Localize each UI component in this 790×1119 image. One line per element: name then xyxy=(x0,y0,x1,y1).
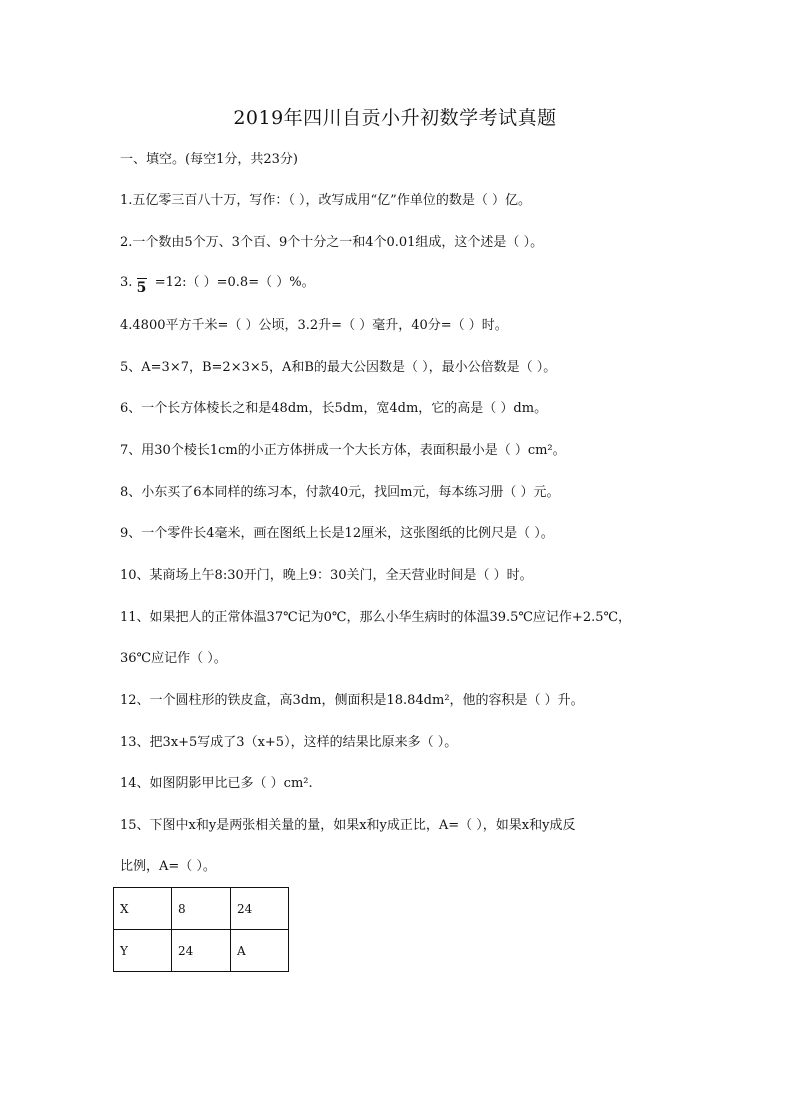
question-1: 1.五亿零三百八十万，写作：（ ），改写成用“亿”作单位的数是（ ）亿。 xyxy=(120,193,531,208)
question-10: 10、某商场上午8:30开门，晚上9：30关门，全天营业时间是（ ）时。 xyxy=(120,568,533,583)
question-7: 7、用30个棱长1cm的小正方体拼成一个大长方体，表面积最小是（ ）cm²。 xyxy=(120,443,566,458)
table-cell: 24 xyxy=(231,888,289,930)
question-3-number: 3. xyxy=(120,275,133,290)
question-8: 8、小东买了6本同样的练习本，付款40元，找回m元，每本练习册（ ）元。 xyxy=(120,485,560,500)
question-3-text: =12:（ ）=0.8=（ ）%。 xyxy=(154,275,315,290)
xy-table xyxy=(113,887,289,972)
question-6: 6、一个长方体棱长之和是48dm，长5dm，宽4dm，它的高是（ ）dm。 xyxy=(120,401,548,416)
question-3 xyxy=(120,270,315,295)
table-row xyxy=(114,930,289,972)
question-4: 4.4800平方千米=（ ）公顷，3.2升=（ ）毫升，40分=（ ）时。 xyxy=(120,318,508,333)
question-5: 5、A=3×7，B=2×3×5，A和B的最大公因数是（ ），最小公倍数是（ ）。 xyxy=(120,360,557,375)
table-cell: Y xyxy=(114,930,172,972)
fraction xyxy=(137,270,147,295)
fraction-numerator-blank xyxy=(137,270,147,279)
question-9: 9、一个零件长4毫米，画在图纸上长是12厘米，这张图纸的比例尺是（ ）。 xyxy=(120,526,554,541)
table-cell: A xyxy=(231,930,289,972)
question-12: 12、一个圆柱形的铁皮盒，高3dm，侧面积是18.84dm²，他的容积是（ ）升。 xyxy=(120,693,584,708)
page-title: 2019年四川自贡小升初数学考试真题 xyxy=(233,107,557,129)
table-row xyxy=(114,888,289,930)
question-11-line-1: 11、如果把人的正常体温37℃记为0℃，那么小华生病时的体温39.5℃应记作+2.5℃， xyxy=(120,610,632,625)
question-15-line-2: 比例，A=（ ）。 xyxy=(120,859,216,874)
question-13: 13、把3x+5写成了3（x+5），这样的结果比原来多（ ）。 xyxy=(120,735,458,750)
question-15-line-1: 15、下图中x和y是两张相关量的量，如果x和y成正比，A=（ ），如果x和y成反 xyxy=(120,818,576,833)
section-header: 一、填空。(每空1分，共23分) xyxy=(120,152,298,167)
fraction-denominator: 5 xyxy=(136,280,147,296)
table-cell: 24 xyxy=(172,930,231,972)
question-11-line-2: 36℃应记作（ ）。 xyxy=(120,651,227,666)
table-cell: X xyxy=(114,888,172,930)
question-14: 14、如图阴影甲比已多（ ）cm². xyxy=(120,776,313,791)
table-cell: 8 xyxy=(172,888,231,930)
question-2: 2.一个数由5个万、3个百、9个十分之一和4个0.01组成，这个述是（ ）。 xyxy=(120,235,544,250)
